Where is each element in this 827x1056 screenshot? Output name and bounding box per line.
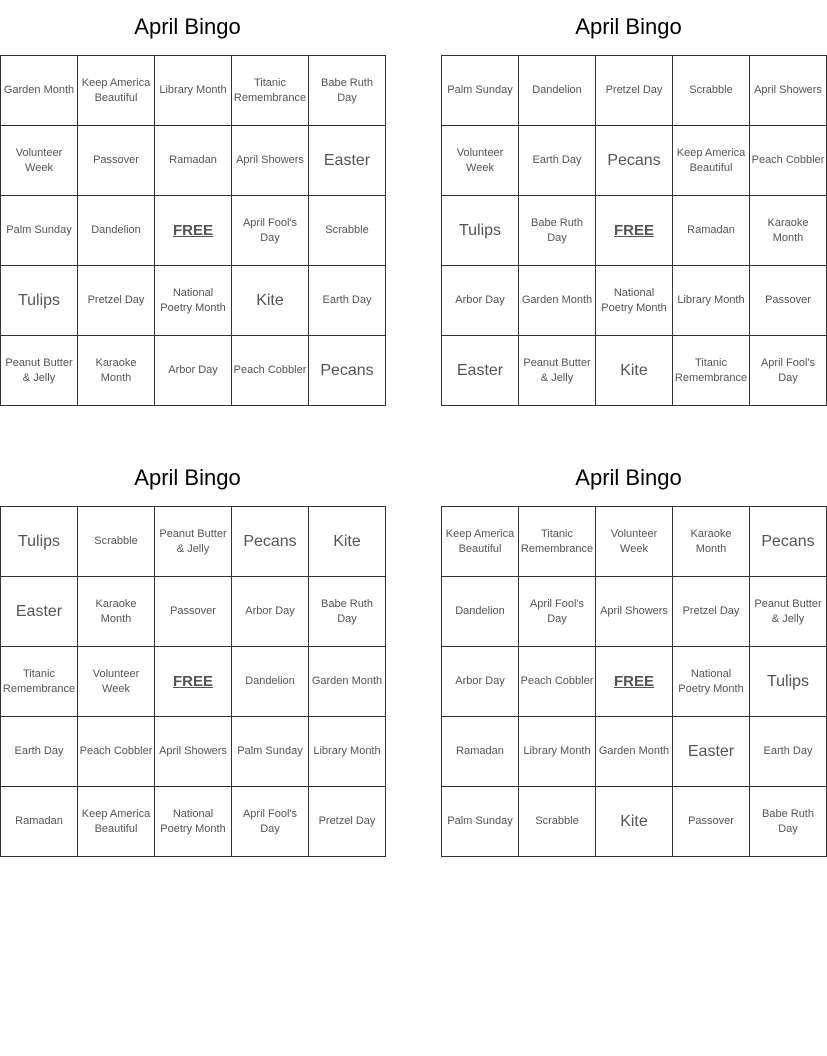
bingo-cell: Passover [750, 266, 827, 336]
free-space: FREE [155, 196, 232, 266]
bingo-cell: Scrabble [309, 196, 386, 266]
bingo-card-1 [0, 14, 375, 384]
bingo-cell: Garden Month [309, 647, 386, 717]
bingo-cell: Titanic Remembrance [673, 336, 750, 406]
bingo-cell: Peach Cobbler [750, 126, 827, 196]
bingo-card-3 [0, 465, 383, 835]
bingo-cell: Karaoke Month [750, 196, 827, 266]
bingo-cell: Garden Month [1, 56, 78, 126]
bingo-cell: April Showers [232, 126, 309, 196]
bingo-cell: Arbor Day [442, 266, 519, 336]
bingo-cell: Ramadan [442, 717, 519, 787]
bingo-cell: April Fool's Day [232, 196, 309, 266]
bingo-cell: Peanut Butter & Jelly [750, 577, 827, 647]
bingo-cell: Earth Day [309, 266, 386, 336]
bingo-cell: National Poetry Month [673, 647, 750, 717]
bingo-cell: Dandelion [519, 56, 596, 126]
bingo-cell: Ramadan [1, 787, 78, 857]
bingo-cell: Keep America Beautiful [78, 56, 155, 126]
bingo-cell: Titanic Remembrance [1, 647, 78, 717]
bingo-cell: Easter [673, 717, 750, 787]
bingo-cell: Volunteer Week [596, 507, 673, 577]
bingo-card-2 [441, 14, 825, 384]
bingo-cell: Dandelion [232, 647, 309, 717]
bingo-cell: Pretzel Day [673, 577, 750, 647]
bingo-cell: Pecans [309, 336, 386, 406]
card-title: April Bingo [134, 14, 241, 39]
bingo-cell: Volunteer Week [78, 647, 155, 717]
bingo-cell: Library Month [155, 56, 232, 126]
bingo-cell: Pretzel Day [78, 266, 155, 336]
bingo-cell: Babe Ruth Day [309, 56, 386, 126]
bingo-cell: Dandelion [78, 196, 155, 266]
bingo-cell: Tulips [1, 266, 78, 336]
bingo-grid [0, 506, 386, 857]
bingo-cell: Karaoke Month [673, 507, 750, 577]
bingo-cell: Library Month [673, 266, 750, 336]
free-space: FREE [155, 647, 232, 717]
bingo-cell: Karaoke Month [78, 577, 155, 647]
bingo-cell: Kite [596, 336, 673, 406]
bingo-cell: Tulips [1, 507, 78, 577]
bingo-cell: Pretzel Day [596, 56, 673, 126]
bingo-cell: Keep America Beautiful [78, 787, 155, 857]
bingo-grid [441, 55, 827, 406]
bingo-card-4 [441, 465, 822, 835]
bingo-cell: Library Month [519, 717, 596, 787]
bingo-cell: Peach Cobbler [232, 336, 309, 406]
bingo-cell: Easter [309, 126, 386, 196]
bingo-cell: Library Month [309, 717, 386, 787]
bingo-cell: Easter [442, 336, 519, 406]
bingo-cell: Kite [596, 787, 673, 857]
bingo-cell: Keep America Beautiful [673, 126, 750, 196]
bingo-cell: Earth Day [750, 717, 827, 787]
card-title: April Bingo [134, 465, 241, 490]
bingo-cell: Scrabble [78, 507, 155, 577]
bingo-cell: Garden Month [519, 266, 596, 336]
bingo-cell: Arbor Day [232, 577, 309, 647]
free-space: FREE [596, 196, 673, 266]
card-title: April Bingo [575, 14, 682, 39]
bingo-cell: Babe Ruth Day [309, 577, 386, 647]
bingo-cell: Pretzel Day [309, 787, 386, 857]
bingo-cell: Arbor Day [442, 647, 519, 717]
bingo-cell: Pecans [232, 507, 309, 577]
bingo-cell: Volunteer Week [442, 126, 519, 196]
bingo-cell: Earth Day [1, 717, 78, 787]
bingo-cell: Passover [155, 577, 232, 647]
bingo-cell: Passover [673, 787, 750, 857]
bingo-cell: Volunteer Week [1, 126, 78, 196]
bingo-cell: National Poetry Month [155, 266, 232, 336]
bingo-cell: Titanic Remembrance [232, 56, 309, 126]
bingo-cell: Keep America Beautiful [442, 507, 519, 577]
free-space: FREE [596, 647, 673, 717]
bingo-cell: Earth Day [519, 126, 596, 196]
bingo-cell: April Showers [750, 56, 827, 126]
bingo-cell: April Fool's Day [232, 787, 309, 857]
bingo-cell: Peanut Butter & Jelly [155, 507, 232, 577]
bingo-cell: April Showers [155, 717, 232, 787]
bingo-cell: National Poetry Month [596, 266, 673, 336]
bingo-grid [0, 55, 386, 406]
bingo-cell: Palm Sunday [442, 787, 519, 857]
card-title: April Bingo [575, 465, 682, 490]
bingo-cell: Karaoke Month [78, 336, 155, 406]
bingo-cell: Easter [1, 577, 78, 647]
bingo-cell: Kite [232, 266, 309, 336]
bingo-grid [441, 506, 827, 857]
bingo-cell: Palm Sunday [442, 56, 519, 126]
bingo-cell: Babe Ruth Day [519, 196, 596, 266]
bingo-cell: Pecans [596, 126, 673, 196]
bingo-cell: April Fool's Day [750, 336, 827, 406]
bingo-cell: Peach Cobbler [78, 717, 155, 787]
bingo-cell: Pecans [750, 507, 827, 577]
bingo-cell: Scrabble [519, 787, 596, 857]
bingo-cell: Passover [78, 126, 155, 196]
bingo-cell: Palm Sunday [232, 717, 309, 787]
bingo-cell: Arbor Day [155, 336, 232, 406]
bingo-cell: Kite [309, 507, 386, 577]
bingo-cell: Peanut Butter & Jelly [519, 336, 596, 406]
bingo-cell: Tulips [750, 647, 827, 717]
bingo-cell: April Showers [596, 577, 673, 647]
bingo-cell: April Fool's Day [519, 577, 596, 647]
bingo-cell: Peanut Butter & Jelly [1, 336, 78, 406]
bingo-cell: Titanic Remembrance [519, 507, 596, 577]
bingo-cell: Ramadan [155, 126, 232, 196]
bingo-cell: Dandelion [442, 577, 519, 647]
bingo-cell: Scrabble [673, 56, 750, 126]
bingo-cell: Garden Month [596, 717, 673, 787]
bingo-cell: Peach Cobbler [519, 647, 596, 717]
bingo-cell: Palm Sunday [1, 196, 78, 266]
bingo-cell: Tulips [442, 196, 519, 266]
bingo-cell: Babe Ruth Day [750, 787, 827, 857]
bingo-cell: National Poetry Month [155, 787, 232, 857]
bingo-cell: Ramadan [673, 196, 750, 266]
